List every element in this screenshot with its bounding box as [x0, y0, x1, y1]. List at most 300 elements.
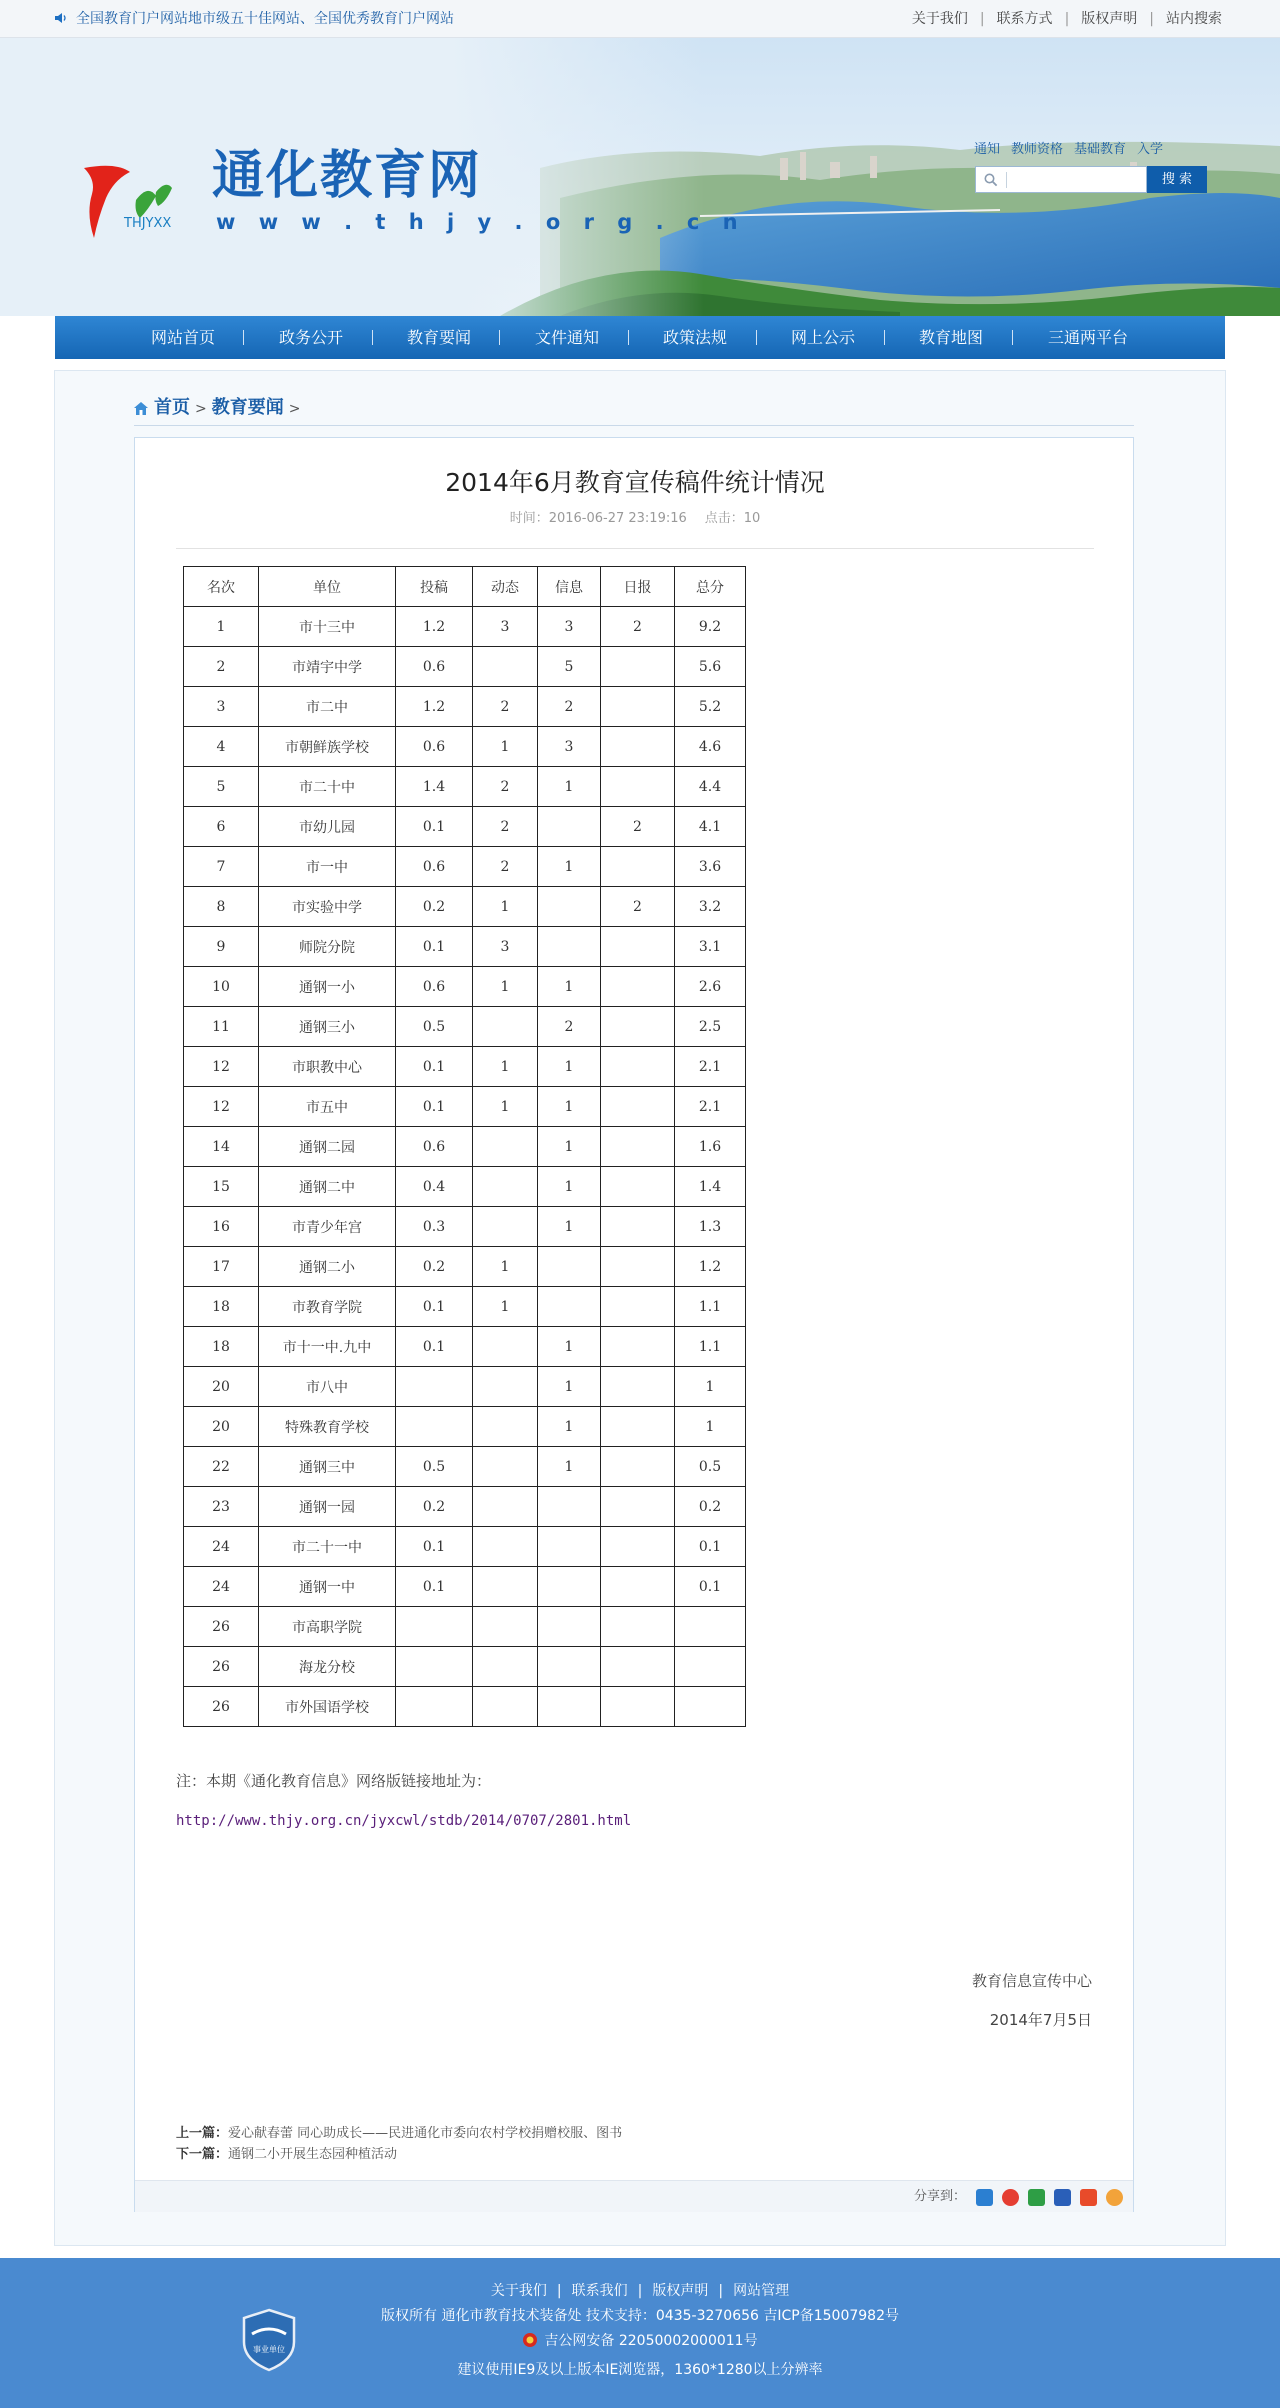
footer-links: 关于我们 | 联系我们 | 版权声明 | 网站管理 — [490, 2283, 790, 2299]
cell-total: 1.1 — [675, 1327, 746, 1367]
table-row — [184, 647, 746, 687]
cell-news — [473, 1207, 538, 1247]
cell-daily — [601, 1087, 675, 1127]
cell-daily — [601, 1567, 675, 1607]
cell-news — [473, 1527, 538, 1567]
cell-info: 2 — [538, 1007, 601, 1047]
table-row — [184, 607, 746, 647]
article-link[interactable]: http://www.thjy.org.cn/jyxcwl/stdb/2014/0707/2801.html — [176, 1813, 632, 1829]
cell-unit: 市十一中.九中 — [259, 1327, 396, 1367]
cell-news: 1 — [473, 1087, 538, 1127]
cell-submissions: 0.4 — [396, 1167, 473, 1207]
cell-daily — [601, 1007, 675, 1047]
cell-total: 2.5 — [675, 1007, 746, 1047]
cell-rank: 26 — [184, 1647, 259, 1687]
cell-news — [473, 1487, 538, 1527]
next-article-label: 下一篇： — [176, 2147, 229, 2162]
renren-share-icon[interactable] — [1054, 2189, 1071, 2206]
cell-total: 4.1 — [675, 807, 746, 847]
cell-news — [473, 1327, 538, 1367]
breadcrumb-rule — [134, 425, 1134, 426]
cell-submissions: 1.2 — [396, 607, 473, 647]
cell-info: 1 — [538, 1367, 601, 1407]
cell-info: 5 — [538, 647, 601, 687]
table-row — [184, 927, 746, 967]
cell-submissions: 0.1 — [396, 1287, 473, 1327]
cell-info: 1 — [538, 767, 601, 807]
nav-item-education-map[interactable]: 教育地图 — [919, 328, 984, 347]
cell-total — [675, 1647, 746, 1687]
cell-rank: 23 — [184, 1487, 259, 1527]
cell-total: 4.4 — [675, 767, 746, 807]
footer-copyright: 版权所有 通化市教育技术装备处 技术支持：0435-3270656 吉ICP备15007982号 — [381, 2308, 899, 2324]
home-icon — [134, 402, 148, 415]
cell-total: 2.6 — [675, 967, 746, 1007]
cell-unit: 通钢二园 — [259, 1127, 396, 1167]
cell-info: 1 — [538, 1047, 601, 1087]
table-row — [184, 887, 746, 927]
cell-news: 2 — [473, 847, 538, 887]
cell-unit: 市幼儿园 — [259, 807, 396, 847]
cell-info: 1 — [538, 1127, 601, 1167]
cell-submissions: 0.1 — [396, 1327, 473, 1367]
table-row — [184, 1447, 746, 1487]
article-note: 注：本期《通化教育信息》网络版链接地址为： — [176, 1772, 492, 1790]
cell-submissions — [396, 1367, 473, 1407]
cell-unit: 市二中 — [259, 687, 396, 727]
cell-total: 3.1 — [675, 927, 746, 967]
cell-news — [473, 1007, 538, 1047]
cell-rank: 9 — [184, 927, 259, 967]
cell-rank: 20 — [184, 1407, 259, 1447]
nav-item-education-news[interactable]: 教育要闻 — [407, 328, 472, 347]
nav-divider — [499, 330, 500, 345]
cell-submissions: 0.6 — [396, 1127, 473, 1167]
cell-total: 3.2 — [675, 887, 746, 927]
cell-daily — [601, 1247, 675, 1287]
cell-info: 1 — [538, 1207, 601, 1247]
cell-news: 3 — [473, 607, 538, 647]
footer — [0, 2258, 1280, 2408]
copyright-link[interactable]: 版权声明 — [1081, 11, 1138, 27]
cell-unit: 市五中 — [259, 1087, 396, 1127]
nav-item-platform[interactable]: 三通两平台 — [1048, 328, 1129, 347]
table-row — [184, 1407, 746, 1447]
cell-unit: 通钢二小 — [259, 1247, 396, 1287]
nav-divider — [372, 330, 373, 345]
cell-unit: 通钢一园 — [259, 1487, 396, 1527]
cell-total — [675, 1687, 746, 1727]
cell-daily — [601, 1647, 675, 1687]
nav-item-file-notices[interactable]: 文件通知 — [535, 328, 600, 347]
cell-daily — [601, 927, 675, 967]
quick-links — [974, 142, 1174, 158]
cell-info: 1 — [538, 1407, 601, 1447]
cell-news — [473, 1687, 538, 1727]
cell-info — [538, 1687, 601, 1727]
cell-daily — [601, 687, 675, 727]
cell-submissions: 1.2 — [396, 687, 473, 727]
cell-daily — [601, 1287, 675, 1327]
article-panel — [134, 437, 1134, 2212]
cell-total — [675, 1607, 746, 1647]
cell-news: 1 — [473, 967, 538, 1007]
cell-daily: 日报 — [601, 567, 675, 607]
cell-rank: 3 — [184, 687, 259, 727]
table-row — [184, 1687, 746, 1727]
search-icon — [984, 173, 998, 187]
cell-submissions: 0.5 — [396, 1007, 473, 1047]
cell-rank: 17 — [184, 1247, 259, 1287]
cell-unit: 市外国语学校 — [259, 1687, 396, 1727]
table-row — [184, 1647, 746, 1687]
more-share-icon[interactable] — [1106, 2189, 1123, 2206]
footer-about-link[interactable]: 关于我们 — [490, 2283, 547, 2299]
breadcrumb-home[interactable]: 首页 — [154, 397, 190, 418]
table-row — [184, 1607, 746, 1647]
site-notice-text: 全国教育门户网站地市级五十佳网站、全国优秀教育门户网站 — [76, 11, 454, 27]
cell-submissions: 0.1 — [396, 927, 473, 967]
footer-admin-link[interactable]: 网站管理 — [733, 2283, 790, 2299]
cell-total: 9.2 — [675, 607, 746, 647]
cell-rank: 15 — [184, 1167, 259, 1207]
cell-rank: 26 — [184, 1607, 259, 1647]
cell-rank: 24 — [184, 1527, 259, 1567]
cell-rank: 11 — [184, 1007, 259, 1047]
article-title: 2014年6月教育宣传稿件统计情况 — [445, 468, 825, 497]
cell-submissions: 1.4 — [396, 767, 473, 807]
police-badge-icon — [522, 2332, 538, 2348]
cell-info: 1 — [538, 1327, 601, 1367]
cell-daily — [601, 1167, 675, 1207]
cell-total: 0.1 — [675, 1527, 746, 1567]
nav-divider — [756, 330, 757, 345]
cell-daily — [601, 1527, 675, 1567]
cell-news: 动态 — [473, 567, 538, 607]
divider: | — [1149, 11, 1154, 27]
cell-daily — [601, 1607, 675, 1647]
cell-info: 1 — [538, 1087, 601, 1127]
cell-rank: 20 — [184, 1367, 259, 1407]
cell-news: 2 — [473, 807, 538, 847]
cell-submissions: 0.2 — [396, 887, 473, 927]
badge-text: 事业单位 — [253, 2345, 285, 2354]
cell-unit: 市职教中心 — [259, 1047, 396, 1087]
cell-total: 5.2 — [675, 687, 746, 727]
cell-unit: 市高职学院 — [259, 1607, 396, 1647]
nav-divider — [1012, 330, 1013, 345]
quicklink-notice[interactable]: 通知 — [974, 142, 1001, 157]
quicklink-teacher-qualification[interactable]: 教师资格 — [1011, 142, 1064, 157]
quicklink-enrollment[interactable]: 入学 — [1137, 142, 1164, 157]
next-article — [176, 2146, 397, 2164]
cell-news: 1 — [473, 1247, 538, 1287]
cell-info — [538, 807, 601, 847]
table-row — [184, 1327, 746, 1367]
nav-item-government[interactable]: 政务公开 — [279, 328, 344, 347]
table-row — [184, 727, 746, 767]
cell-submissions: 0.1 — [396, 1087, 473, 1127]
cell-unit: 特殊教育学校 — [259, 1407, 396, 1447]
cell-unit: 市靖宇中学 — [259, 647, 396, 687]
cell-unit: 市朝鲜族学校 — [259, 727, 396, 767]
cell-unit: 市一中 — [259, 847, 396, 887]
cell-total: 1 — [675, 1407, 746, 1447]
cell-daily — [601, 1127, 675, 1167]
pengyou-share-icon[interactable] — [1028, 2189, 1045, 2206]
cell-unit: 市教育学院 — [259, 1287, 396, 1327]
cell-info — [538, 1567, 601, 1607]
footer-advice: 建议使用IE9及以上版本IE浏览器，1360*1280以上分辨率 — [457, 2362, 823, 2378]
table-row — [184, 967, 746, 1007]
article-divider — [176, 548, 1094, 549]
nav-item-public-notice[interactable]: 网上公示 — [791, 328, 856, 347]
nav-divider — [243, 330, 244, 345]
cell-news — [473, 1127, 538, 1167]
cell-rank: 7 — [184, 847, 259, 887]
main-nav — [55, 316, 1225, 359]
article-meta — [135, 510, 1135, 528]
footer-police-text: 吉公网安备 22050002000011号 — [544, 2333, 758, 2349]
cell-daily: 2 — [601, 607, 675, 647]
quicklink-basic-education[interactable]: 基础教育 — [1074, 142, 1127, 157]
article-clicks: 点击：10 — [704, 511, 761, 526]
breadcrumb — [134, 396, 305, 421]
cell-rank: 24 — [184, 1567, 259, 1607]
stats-table — [183, 566, 746, 1727]
article-signature: 教育信息宣传中心 — [971, 1972, 1092, 1990]
cell-unit: 市十三中 — [259, 607, 396, 647]
cell-daily — [601, 967, 675, 1007]
cell-submissions: 0.2 — [396, 1247, 473, 1287]
cell-info: 信息 — [538, 567, 601, 607]
cell-unit: 市实验中学 — [259, 887, 396, 927]
table-row — [184, 847, 746, 887]
prev-article-label: 上一篇： — [176, 2126, 229, 2141]
breadcrumb-separator: > — [288, 401, 301, 417]
cell-submissions — [396, 1687, 473, 1727]
cell-daily — [601, 767, 675, 807]
cell-news — [473, 1607, 538, 1647]
cell-info — [538, 1287, 601, 1327]
cell-news: 1 — [473, 1287, 538, 1327]
cell-info: 3 — [538, 727, 601, 767]
cell-news — [473, 1167, 538, 1207]
cell-rank: 12 — [184, 1047, 259, 1087]
cell-rank: 18 — [184, 1287, 259, 1327]
cell-rank: 6 — [184, 807, 259, 847]
cell-total: 3.6 — [675, 847, 746, 887]
cell-news: 3 — [473, 927, 538, 967]
cell-news — [473, 1367, 538, 1407]
cell-rank: 5 — [184, 767, 259, 807]
top-bar — [0, 0, 1280, 38]
cell-submissions: 0.1 — [396, 1527, 473, 1567]
cell-news: 2 — [473, 767, 538, 807]
cell-info — [538, 1607, 601, 1647]
cell-unit: 师院分院 — [259, 927, 396, 967]
table-row — [184, 1047, 746, 1087]
cell-total: 4.6 — [675, 727, 746, 767]
cell-rank: 1 — [184, 607, 259, 647]
cell-submissions: 0.6 — [396, 847, 473, 887]
site-notice — [54, 10, 454, 28]
cell-daily — [601, 647, 675, 687]
qzone-share-icon[interactable] — [976, 2189, 993, 2206]
contact-link[interactable]: 联系方式 — [996, 11, 1053, 27]
cell-rank: 16 — [184, 1207, 259, 1247]
tencent-weibo-share-icon[interactable] — [1080, 2189, 1097, 2206]
cell-rank: 4 — [184, 727, 259, 767]
cell-rank: 18 — [184, 1327, 259, 1367]
cell-rank: 22 — [184, 1447, 259, 1487]
site-search-link[interactable]: 站内搜索 — [1166, 11, 1222, 27]
table-row — [184, 1527, 746, 1567]
top-links — [912, 10, 1222, 28]
cell-unit: 通钢三小 — [259, 1007, 396, 1047]
cell-news — [473, 1567, 538, 1607]
divider: | — [979, 11, 985, 27]
cell-rank: 名次 — [184, 567, 259, 607]
table-row — [184, 1207, 746, 1247]
breadcrumb-separator: > — [195, 401, 207, 417]
cell-info — [538, 1527, 601, 1567]
cell-total: 0.5 — [675, 1447, 746, 1487]
cell-news: 2 — [473, 687, 538, 727]
cell-total: 1.3 — [675, 1207, 746, 1247]
cell-info: 2 — [538, 687, 601, 727]
share-bar — [135, 2180, 1133, 2212]
cell-total: 总分 — [675, 567, 746, 607]
nav-item-home[interactable]: 网站首页 — [151, 328, 216, 347]
table-row — [184, 767, 746, 807]
table-row — [184, 1087, 746, 1127]
article-date: 2014年7月5日 — [989, 2011, 1092, 2029]
cell-total: 0.2 — [675, 1487, 746, 1527]
cell-news — [473, 1407, 538, 1447]
cell-total: 1 — [675, 1367, 746, 1407]
cell-daily — [601, 1207, 675, 1247]
cell-info — [538, 1487, 601, 1527]
share-label: 分享到： — [914, 2189, 967, 2204]
search-button[interactable]: 搜 索 — [1147, 166, 1207, 193]
table-row — [184, 1007, 746, 1047]
cell-unit: 通钢一小 — [259, 967, 396, 1007]
cell-daily — [601, 1687, 675, 1727]
article-time: 时间：2016-06-27 23:19:16 — [509, 511, 687, 526]
cell-daily — [601, 1407, 675, 1447]
cell-info — [538, 927, 601, 967]
cell-daily — [601, 1487, 675, 1527]
cell-total: 5.6 — [675, 647, 746, 687]
cell-submissions: 0.6 — [396, 727, 473, 767]
table-row — [184, 1367, 746, 1407]
cell-rank: 10 — [184, 967, 259, 1007]
site-title: 通化教育网 — [212, 146, 483, 206]
cell-daily — [601, 1327, 675, 1367]
cell-total: 1.2 — [675, 1247, 746, 1287]
cell-daily — [601, 1447, 675, 1487]
cell-info: 1 — [538, 1447, 601, 1487]
logo-abbreviation: THJYXX — [124, 216, 172, 231]
cell-rank: 12 — [184, 1087, 259, 1127]
cell-rank: 8 — [184, 887, 259, 927]
cell-info: 1 — [538, 847, 601, 887]
cell-submissions: 投稿 — [396, 567, 473, 607]
search-input[interactable] — [975, 166, 1147, 193]
cell-submissions: 0.1 — [396, 1567, 473, 1607]
cell-submissions: 0.6 — [396, 647, 473, 687]
footer-copyright-link[interactable]: 版权声明 — [652, 2283, 709, 2299]
breadcrumb-section[interactable]: 教育要闻 — [211, 397, 284, 418]
nav-divider — [884, 330, 885, 345]
nav-divider — [628, 330, 629, 345]
cell-rank: 2 — [184, 647, 259, 687]
cell-news: 1 — [473, 887, 538, 927]
cell-info — [538, 1247, 601, 1287]
nav-item-policies[interactable]: 政策法规 — [663, 328, 728, 347]
cell-total: 1.6 — [675, 1127, 746, 1167]
cell-total: 2.1 — [675, 1087, 746, 1127]
cell-rank: 26 — [184, 1687, 259, 1727]
cell-submissions: 0.1 — [396, 1047, 473, 1087]
about-us-link[interactable]: 关于我们 — [911, 11, 968, 27]
table-row — [184, 1287, 746, 1327]
footer-police — [0, 2332, 1280, 2350]
cell-info: 1 — [538, 967, 601, 1007]
cell-submissions: 0.2 — [396, 1487, 473, 1527]
footer-contact-link[interactable]: 联系我们 — [571, 2283, 628, 2299]
header-banner — [0, 38, 1280, 316]
next-article-link[interactable]: 通钢二小开展生态园种植活动 — [228, 2147, 398, 2162]
cell-submissions: 0.6 — [396, 967, 473, 1007]
cell-info — [538, 1647, 601, 1687]
cell-submissions: 0.5 — [396, 1447, 473, 1487]
cell-rank: 14 — [184, 1127, 259, 1167]
cell-daily — [601, 847, 675, 887]
cell-unit: 海龙分校 — [259, 1647, 396, 1687]
table-header-row — [184, 567, 746, 607]
table-row — [184, 1167, 746, 1207]
cell-total: 1.4 — [675, 1167, 746, 1207]
public-institution-badge[interactable] — [242, 2308, 296, 2372]
cell-submissions: 0.1 — [396, 807, 473, 847]
cell-news — [473, 1447, 538, 1487]
site-url: w w w . t h j y . o r g . c n — [216, 210, 746, 234]
prev-article-link[interactable]: 爱心献春蕾 同心助成长——民进通化市委向农村学校捐赠校服、图书 — [228, 2126, 623, 2141]
table-row — [184, 1487, 746, 1527]
cell-submissions: 0.3 — [396, 1207, 473, 1247]
weibo-share-icon[interactable] — [1002, 2189, 1019, 2206]
table-row — [184, 807, 746, 847]
table-row — [184, 1247, 746, 1287]
cell-news: 1 — [473, 1047, 538, 1087]
cell-submissions — [396, 1407, 473, 1447]
cell-total: 0.1 — [675, 1567, 746, 1607]
cell-unit: 单位 — [259, 567, 396, 607]
cell-info — [538, 887, 601, 927]
cell-daily: 2 — [601, 887, 675, 927]
cell-total: 1.1 — [675, 1287, 746, 1327]
table-row — [184, 687, 746, 727]
cell-news — [473, 647, 538, 687]
cell-unit: 通钢一中 — [259, 1567, 396, 1607]
table-row — [184, 1567, 746, 1607]
cell-daily — [601, 727, 675, 767]
prev-article — [176, 2125, 622, 2143]
cell-unit: 通钢三中 — [259, 1447, 396, 1487]
cell-unit: 市二十中 — [259, 767, 396, 807]
